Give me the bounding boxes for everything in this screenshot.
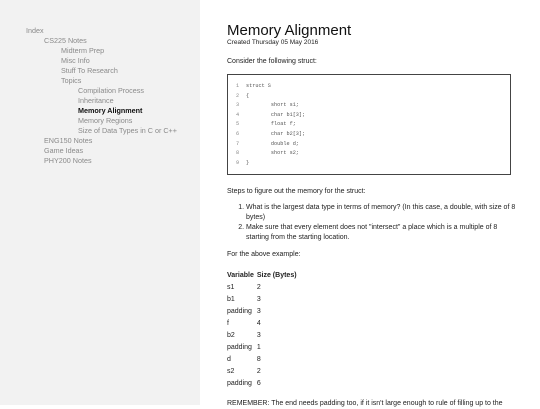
size-cell: 3 bbox=[256, 331, 261, 339]
size-cell: 2 bbox=[256, 367, 261, 375]
table-row bbox=[227, 305, 300, 317]
sidebar-item[interactable]: Compilation Process bbox=[78, 86, 144, 95]
code-line bbox=[236, 82, 510, 92]
code-line-number: 6 bbox=[236, 130, 240, 137]
size-cell: 3 bbox=[256, 307, 261, 315]
code-line-text: struct S bbox=[246, 83, 271, 89]
code-line-text: char b1[3]; bbox=[246, 111, 306, 118]
sidebar-item[interactable]: Index bbox=[26, 26, 44, 35]
variable-cell: f bbox=[227, 319, 229, 327]
sidebar-item[interactable]: Midterm Prep bbox=[61, 46, 105, 55]
sidebar-item[interactable]: Stuff To Research bbox=[61, 66, 118, 75]
code-line bbox=[236, 130, 510, 140]
code-line bbox=[236, 159, 510, 169]
sidebar-item[interactable]: Memory Regions bbox=[78, 116, 133, 125]
step-item: 1. What is the largest data type in terms of memory? (In this case, a double, with size of 8 bytes) bbox=[246, 203, 517, 223]
remember-text: REMEMBER: The end needs padding too, if it isn't large enough to rule of filling up to the bbox=[227, 400, 503, 407]
code-line-text: float f; bbox=[246, 121, 296, 128]
code-line-number: 5 bbox=[236, 121, 240, 128]
variable-cell: padding bbox=[227, 379, 252, 387]
table-row bbox=[227, 293, 300, 305]
code-block bbox=[227, 74, 511, 175]
table-header-row bbox=[227, 269, 300, 281]
steps-intro-text: Steps to figure out the memory for the struct: bbox=[227, 188, 366, 195]
code-line bbox=[236, 92, 510, 102]
steps-list bbox=[227, 203, 517, 243]
size-cell: 3 bbox=[256, 295, 261, 303]
step-item: 2. Make sure that every element does not "intersect" a place which is a multiple of 8 starting from the starting location. bbox=[246, 223, 517, 243]
size-table bbox=[227, 269, 300, 389]
size-cell: 2 bbox=[256, 283, 261, 291]
code-line bbox=[236, 111, 510, 121]
code-line-number: 8 bbox=[236, 150, 240, 157]
variable-cell: d bbox=[227, 355, 231, 363]
variable-cell: b2 bbox=[227, 331, 235, 339]
code-line-text: double d; bbox=[246, 140, 299, 147]
code-line bbox=[236, 120, 510, 130]
table-row bbox=[227, 317, 300, 329]
table-header-variable: Variable bbox=[227, 271, 254, 279]
code-line-number: 4 bbox=[236, 111, 240, 118]
example-label: For the above example: bbox=[227, 251, 301, 258]
sidebar-item[interactable]: Memory Alignment bbox=[78, 106, 143, 115]
code-line-text: short s2; bbox=[246, 150, 299, 157]
main-content bbox=[227, 22, 517, 409]
table-header-size: Size (Bytes) bbox=[256, 271, 297, 279]
sidebar-nav bbox=[0, 0, 200, 405]
code-line-number: 9 bbox=[236, 159, 240, 166]
sidebar-item[interactable]: Game Ideas bbox=[44, 146, 84, 155]
code-line bbox=[236, 140, 510, 150]
size-cell: 4 bbox=[256, 319, 261, 327]
table-row bbox=[227, 353, 300, 365]
variable-cell: padding bbox=[227, 343, 252, 351]
size-cell: 8 bbox=[256, 355, 261, 363]
table-row bbox=[227, 365, 300, 377]
code-line-number: 2 bbox=[236, 92, 240, 99]
code-line-text: } bbox=[246, 159, 250, 166]
created-date: Created Thursday 05 May 2016 bbox=[227, 39, 319, 46]
variable-cell: s1 bbox=[227, 283, 235, 291]
table-row bbox=[227, 377, 300, 389]
code-line-text: short s1; bbox=[246, 102, 299, 109]
variable-cell: s2 bbox=[227, 367, 235, 375]
sidebar-item[interactable]: Size of Data Types in C or C++ bbox=[78, 126, 177, 135]
size-cell: 6 bbox=[256, 379, 261, 387]
sidebar-item[interactable]: CS225 Notes bbox=[44, 36, 87, 45]
intro-text: Consider the following struct: bbox=[227, 58, 317, 65]
code-line-text: char b2[3]; bbox=[246, 130, 306, 137]
table-row bbox=[227, 329, 300, 341]
sidebar-item[interactable]: Topics bbox=[61, 76, 82, 85]
code-line-text: { bbox=[246, 92, 250, 99]
sidebar-item[interactable]: Inheritance bbox=[78, 96, 114, 105]
size-cell: 1 bbox=[256, 343, 261, 351]
sidebar-item[interactable]: Misc Info bbox=[61, 56, 90, 65]
sidebar-item[interactable]: PHY200 Notes bbox=[44, 156, 92, 165]
page-title: Memory Alignment bbox=[227, 22, 352, 39]
table-row bbox=[227, 341, 300, 353]
code-line-number: 3 bbox=[236, 102, 240, 109]
code-line-number: 7 bbox=[236, 140, 240, 147]
code-line-number: 1 bbox=[236, 83, 240, 89]
variable-cell: b1 bbox=[227, 295, 235, 303]
variable-cell: padding bbox=[227, 307, 252, 315]
sidebar-item[interactable]: ENG150 Notes bbox=[44, 136, 93, 145]
table-row bbox=[227, 281, 300, 293]
code-line bbox=[236, 149, 510, 159]
code-line bbox=[236, 101, 510, 111]
